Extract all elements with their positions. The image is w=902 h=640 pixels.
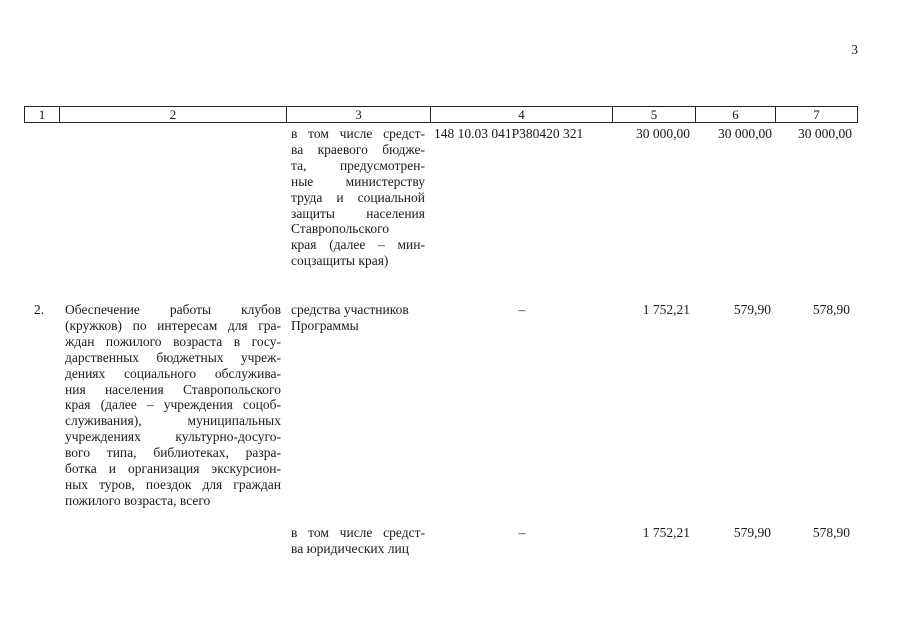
source-line: та, предусмотрен-: [291, 157, 425, 173]
name-line: вого типа, библиотеках, разра-: [65, 445, 281, 461]
name-line: края (далее – учреждения соцоб-: [65, 397, 281, 413]
row-number: 2.: [34, 302, 45, 317]
source-line: ва юридических лиц: [291, 540, 409, 556]
name-line: ния населения Ставропольского: [65, 381, 281, 397]
column-header-7: 7: [813, 107, 820, 122]
name-line: дениях социального обслужива-: [65, 365, 281, 381]
name-line: ботка и организация экскурсион-: [65, 461, 281, 477]
source-line: ва краевого бюдже-: [291, 141, 425, 157]
budget-code-cell: –: [518, 525, 526, 540]
source-line: края (далее – мин-: [291, 237, 425, 253]
funding-source-cell: [291, 126, 425, 269]
name-line: учреждениях культурно-досуго-: [65, 429, 281, 445]
budget-code-cell: –: [518, 302, 526, 317]
name-line: ных туров, поездок для граждан: [65, 476, 281, 492]
activity-name-cell: [65, 302, 281, 509]
column-header-4: 4: [431, 107, 613, 122]
value-col6: 579,90: [733, 302, 771, 317]
value-col5: 1 752,21: [642, 302, 690, 317]
name-line: служивания), муниципальных: [65, 413, 281, 429]
name-line: дарственных бюджетных учреж-: [65, 349, 281, 365]
funding-source-cell: [291, 302, 431, 334]
value-col7: 578,90: [812, 525, 850, 540]
value-col5: 1 752,21: [642, 525, 690, 540]
budget-code-cell: 148 10.03 041Р380420 321: [434, 126, 584, 141]
column-header-6: 6: [696, 107, 776, 122]
value-col6: 30 000,00: [718, 126, 772, 141]
source-line: труда и социальной: [291, 189, 425, 205]
page-number: 3: [851, 42, 858, 57]
source-line: в том числе средст-: [291, 126, 425, 141]
column-header-5: 5: [613, 107, 696, 122]
source-line: в том числе средст-: [291, 525, 425, 540]
value-col7: 578,90: [812, 302, 850, 317]
value-col5: 30 000,00: [636, 126, 690, 141]
funding-source-cell: [291, 525, 425, 557]
name-line: ждан пожилого возраста в госу-: [65, 333, 281, 349]
source-line: защиты населения: [291, 205, 425, 221]
column-header-2: 2: [60, 107, 287, 122]
name-line: (кружков) по интересам для гра-: [65, 317, 281, 333]
source-line: средства участников: [291, 302, 409, 317]
source-line: Программы: [291, 317, 359, 333]
source-line: соцзащиты края): [291, 253, 389, 269]
table-header-row: [24, 106, 858, 123]
source-line: Ставропольского: [291, 221, 390, 237]
name-line: Обеспечение работы клубов: [65, 302, 281, 317]
value-col6: 579,90: [733, 525, 771, 540]
column-header-1: 1: [25, 107, 60, 122]
source-line: ные министерству: [291, 173, 425, 189]
column-header-3: 3: [287, 107, 431, 122]
name-line: пожилого возраста, всего: [65, 492, 211, 508]
value-col7: 30 000,00: [798, 126, 852, 141]
